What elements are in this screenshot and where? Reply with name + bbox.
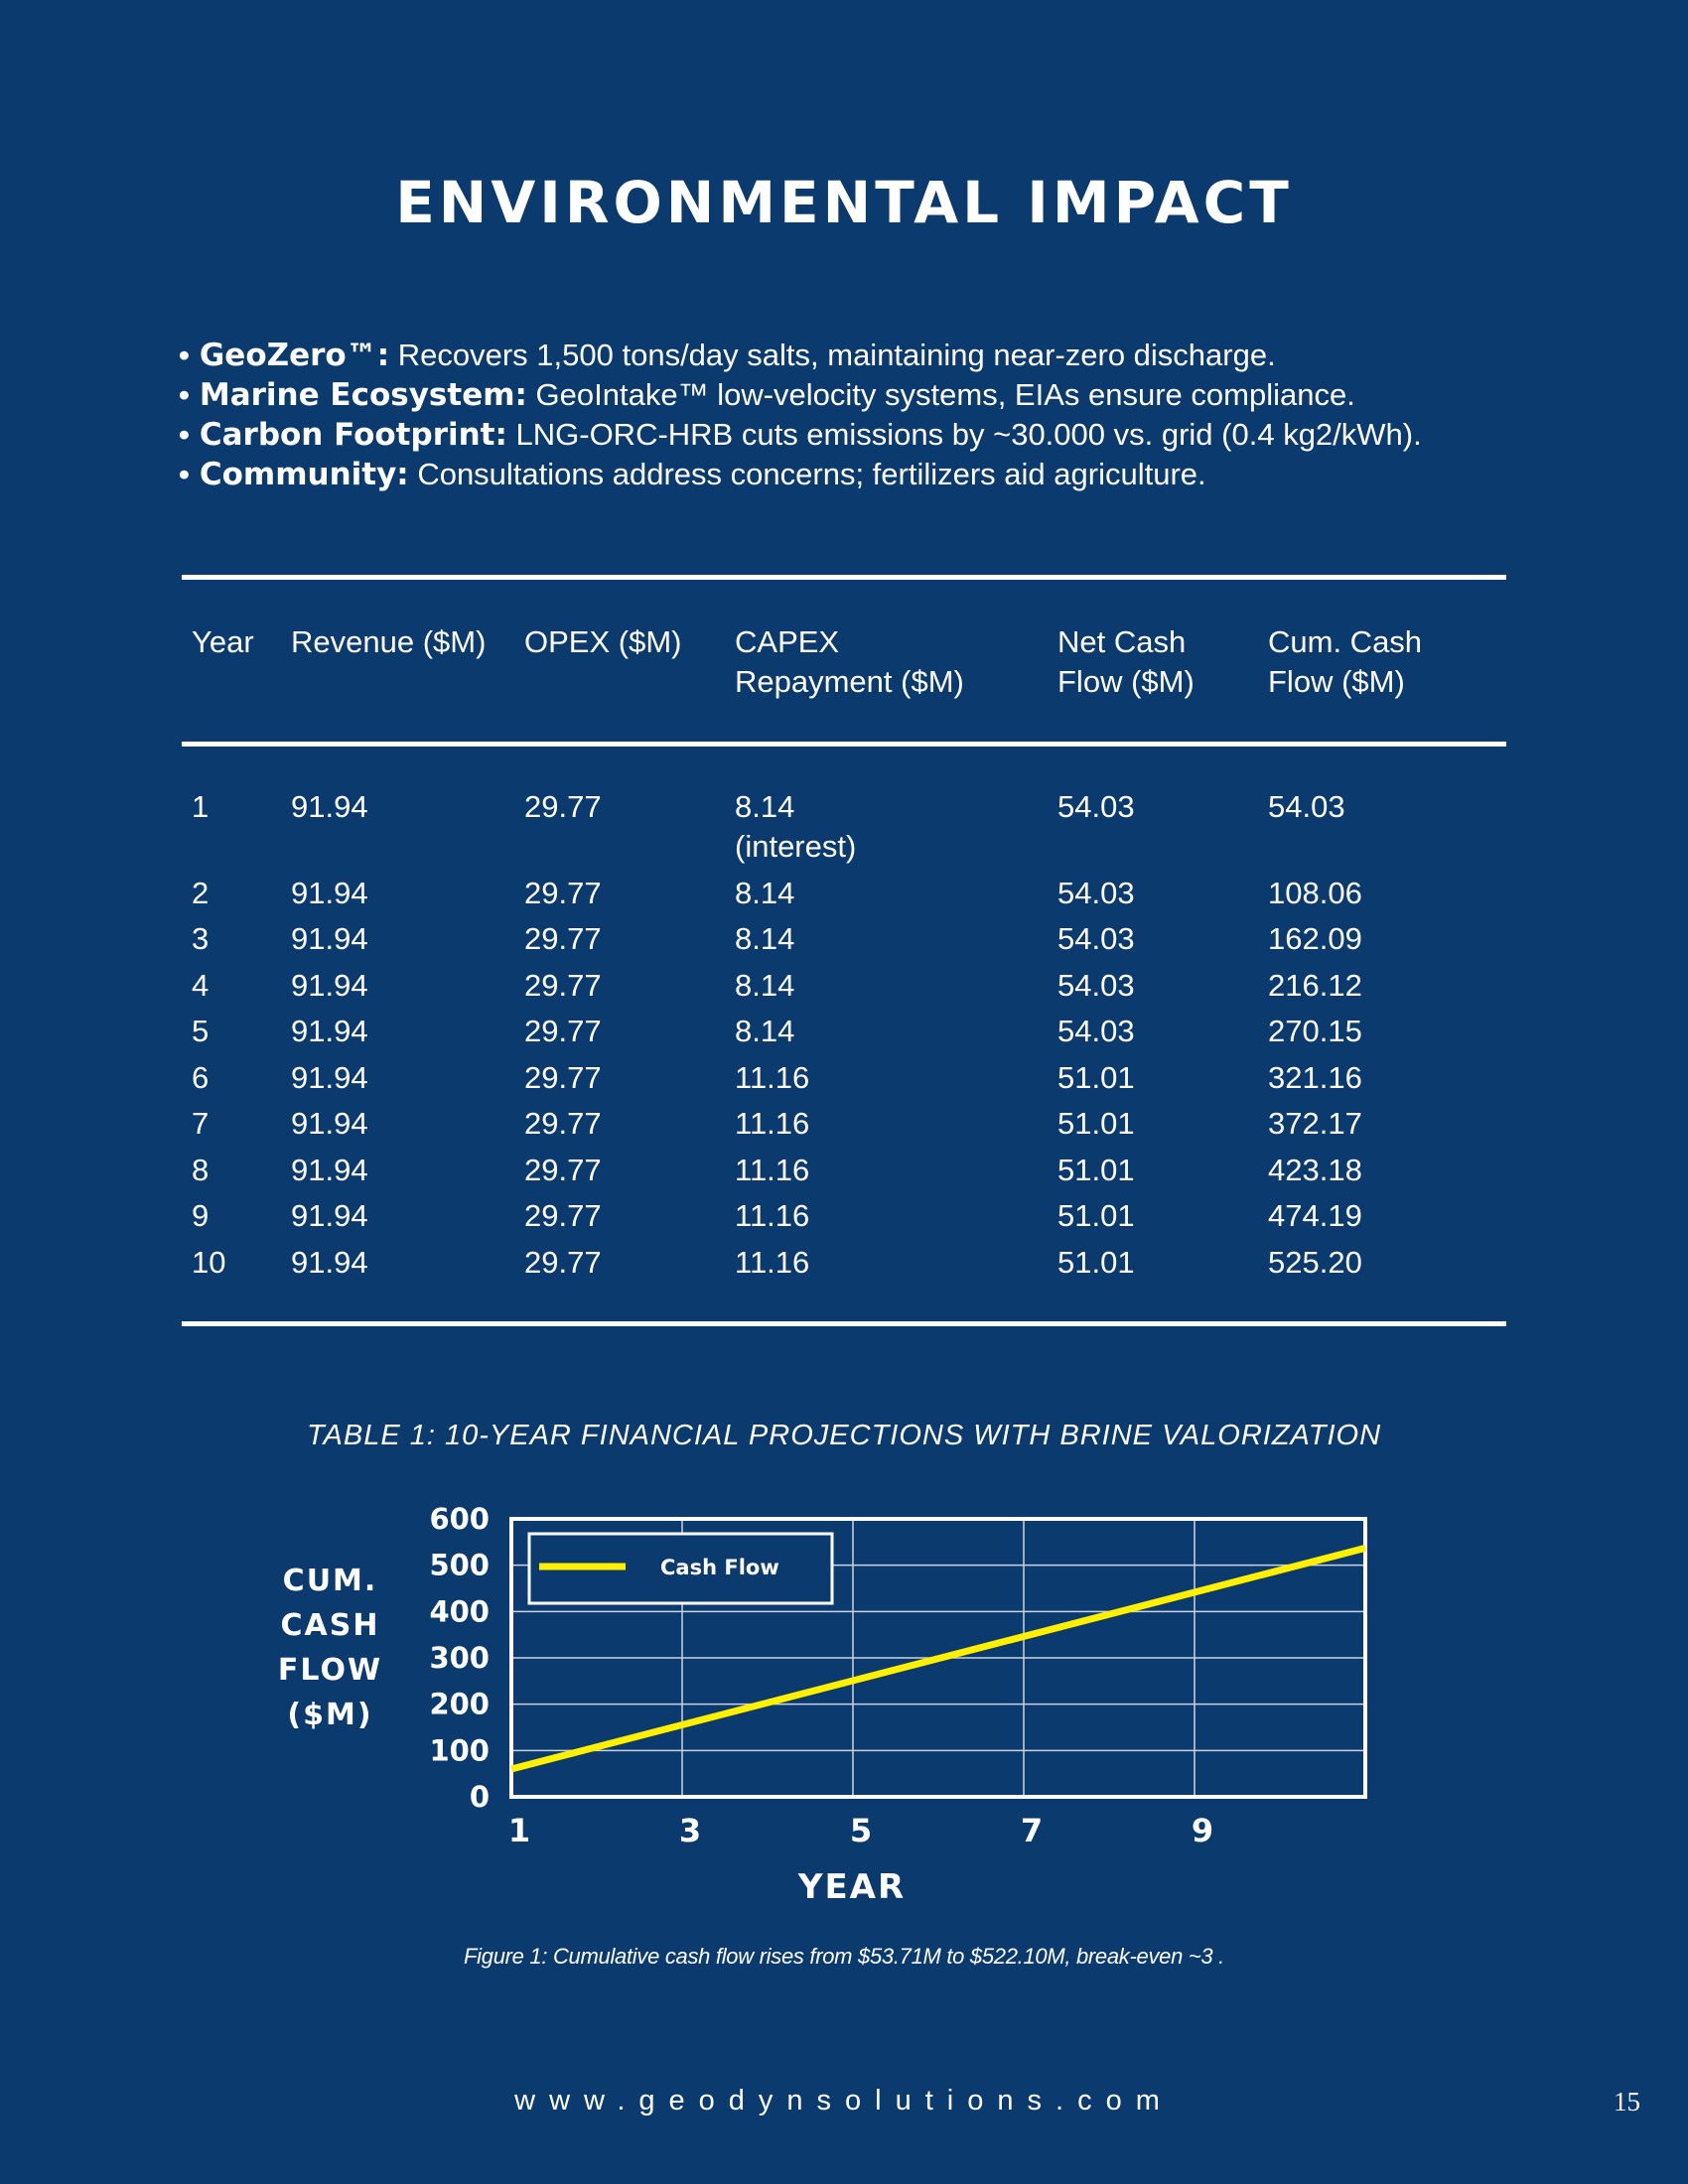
table-cell-cum-cash-flow: 525.20 [1268, 1245, 1362, 1280]
table-cell-capex-repayment: 11.16 [735, 1153, 810, 1187]
table-cell-net-cash-flow: 51.01 [1057, 1153, 1135, 1187]
bullet-text: Consultations address concerns; fertilizers aid agriculture. [408, 457, 1206, 491]
table-cell-net-cash-flow: 51.01 [1057, 1198, 1135, 1233]
y-axis-label-line: ($M) [287, 1698, 373, 1732]
table-cell-revenue: 91.94 [291, 1153, 368, 1187]
table-cell-net-cash-flow: 54.03 [1057, 921, 1135, 956]
table-cell-revenue: 91.94 [291, 1014, 368, 1048]
y-tick-label: 400 [429, 1594, 490, 1629]
y-axis-label-line: CUM. [282, 1564, 378, 1598]
table-caption: TABLE 1: 10-YEAR FINANCIAL PROJECTIONS WITH BRINE VALORIZATION [306, 1420, 1382, 1451]
table-cell-revenue: 91.94 [291, 1060, 368, 1095]
bullet-carbon-footprint: • Carbon Footprint: LNG-ORC-HRB cuts emissions by ~30.000 vs. grid (0.4 kg2/kWh). [179, 417, 1422, 453]
y-tick-label: 600 [429, 1502, 490, 1536]
table-cell-year: 7 [192, 1106, 210, 1141]
y-tick-label: 300 [429, 1641, 490, 1675]
table-cell-opex: 29.77 [524, 1014, 602, 1048]
bullet-label: Marine Ecosystem: [199, 377, 527, 413]
legend-label: Cash Flow [660, 1556, 779, 1579]
table-header-cum-cash-flow: Cum. Cash [1268, 624, 1423, 659]
table-cell-year: 3 [192, 921, 210, 956]
y-tick-label: 200 [429, 1687, 490, 1721]
page-title: ENVIRONMENTAL IMPACT [395, 169, 1293, 236]
table-cell-cum-cash-flow: 321.16 [1268, 1060, 1362, 1095]
table-cell-year: 4 [192, 968, 210, 1003]
table-header-cum-cash-flow: Flow ($M) [1268, 664, 1405, 699]
table-cell-year: 2 [192, 876, 210, 910]
table-cell-year: 5 [192, 1014, 210, 1048]
table-cell-opex: 29.77 [524, 1198, 602, 1233]
table-cell-opex: 29.77 [524, 968, 602, 1003]
x-axis-label: YEAR [797, 1867, 907, 1907]
table-cell-capex-repayment: 11.16 [735, 1198, 810, 1233]
y-tick-label: 0 [469, 1780, 490, 1814]
table-cell-revenue: 91.94 [291, 876, 368, 910]
table-cell-cum-cash-flow: 474.19 [1268, 1198, 1362, 1233]
table-cell-cum-cash-flow: 423.18 [1268, 1153, 1362, 1187]
table-header-net-cash-flow: Net Cash [1057, 624, 1187, 659]
table-cell-capex-repayment: 11.16 [735, 1060, 810, 1095]
table-header-capex-repayment: Repayment ($M) [735, 664, 964, 699]
table-cell-revenue: 91.94 [291, 1245, 368, 1280]
table-cell-opex: 29.77 [524, 1060, 602, 1095]
bullet-text: Recovers 1,500 tons/day salts, maintaining near-zero discharge. [389, 338, 1276, 372]
footer-url: www.geodynsolutions.com [514, 2085, 1174, 2116]
y-axis-label-line: CASH [280, 1608, 380, 1643]
table-cell-net-cash-flow: 54.03 [1057, 1014, 1135, 1048]
x-tick-label: 3 [678, 1812, 702, 1849]
table-cell-cum-cash-flow: 162.09 [1268, 921, 1362, 956]
page-number: 15 [1614, 2087, 1640, 2116]
table-cell-capex-repayment: 8.14 [735, 876, 795, 910]
table-cell-opex: 29.77 [524, 876, 602, 910]
bullet-text: GeoIntake™ low-velocity systems, EIAs ensure compliance. [526, 377, 1355, 412]
table-cell-year: 6 [192, 1060, 210, 1095]
table-cell-cum-cash-flow: 54.03 [1268, 789, 1345, 824]
table-cell-revenue: 91.94 [291, 921, 368, 956]
table-cell-net-cash-flow: 54.03 [1057, 876, 1135, 910]
table-header-opex: OPEX ($M) [524, 624, 682, 659]
table-cell-capex-repayment: 8.14 [735, 1014, 795, 1048]
table-cell-opex: 29.77 [524, 921, 602, 956]
bullet-geozero: • GeoZero™: Recovers 1,500 tons/day salts, maintaining near-zero discharge. [179, 338, 1276, 373]
table-cell-net-cash-flow: 51.01 [1057, 1106, 1135, 1141]
table-cell-cum-cash-flow: 216.12 [1268, 968, 1362, 1003]
x-tick-label: 5 [849, 1812, 873, 1849]
table-cell-opex: 29.77 [524, 789, 602, 824]
bullet-label: GeoZero™: [199, 338, 390, 373]
bullet-label: Carbon Footprint: [199, 417, 507, 453]
table-cell-net-cash-flow: 51.01 [1057, 1060, 1135, 1095]
y-tick-label: 500 [429, 1548, 490, 1582]
table-cell-cum-cash-flow: 372.17 [1268, 1106, 1362, 1141]
table-cell-capex-repayment: (interest) [735, 829, 857, 864]
table-cell-year: 10 [192, 1245, 226, 1280]
table-cell-capex-repayment: 8.14 [735, 789, 795, 824]
table-cell-revenue: 91.94 [291, 789, 368, 824]
bullet-marine-ecosystem: • Marine Ecosystem: GeoIntake™ low-velocity systems, EIAs ensure compliance. [179, 377, 1355, 413]
table-header-revenue: Revenue ($M) [291, 624, 487, 659]
table-cell-capex-repayment: 8.14 [735, 921, 795, 956]
table-cell-revenue: 91.94 [291, 1106, 368, 1141]
table-cell-opex: 29.77 [524, 1153, 602, 1187]
y-tick-label: 100 [429, 1733, 490, 1768]
table-cell-opex: 29.77 [524, 1245, 602, 1280]
table-cell-net-cash-flow: 54.03 [1057, 968, 1135, 1003]
table-header-year: Year [192, 624, 254, 659]
figure-caption: Figure 1: Cumulative cash flow rises from $53.71M to $522.10M, break-even ~3 . [464, 1944, 1224, 1969]
x-tick-label: 7 [1020, 1812, 1044, 1849]
table-cell-year: 1 [192, 789, 210, 824]
table-cell-year: 8 [192, 1153, 210, 1187]
table-cell-net-cash-flow: 54.03 [1057, 789, 1135, 824]
table-cell-capex-repayment: 11.16 [735, 1106, 810, 1141]
table-cell-year: 9 [192, 1198, 210, 1233]
table-cell-capex-repayment: 8.14 [735, 968, 795, 1003]
bullet-text: LNG-ORC-HRB cuts emissions by ~30.000 vs. grid (0.4 kg2/kWh). [506, 417, 1422, 452]
table-cell-cum-cash-flow: 108.06 [1268, 876, 1362, 910]
bullet-label: Community: [199, 457, 409, 492]
table-cell-net-cash-flow: 51.01 [1057, 1245, 1135, 1280]
table-cell-revenue: 91.94 [291, 968, 368, 1003]
table-header-capex-repayment: CAPEX [735, 624, 840, 659]
table-cell-revenue: 91.94 [291, 1198, 368, 1233]
bullet-community: • Community: Consultations address concerns; fertilizers aid agriculture. [179, 457, 1206, 492]
table-header-net-cash-flow: Flow ($M) [1057, 664, 1195, 699]
x-tick-label: 9 [1191, 1812, 1214, 1849]
table-cell-capex-repayment: 11.16 [735, 1245, 810, 1280]
table-cell-cum-cash-flow: 270.15 [1268, 1014, 1362, 1048]
y-axis-label-line: FLOW [277, 1653, 383, 1688]
x-tick-label: 1 [507, 1812, 531, 1849]
table-cell-opex: 29.77 [524, 1106, 602, 1141]
